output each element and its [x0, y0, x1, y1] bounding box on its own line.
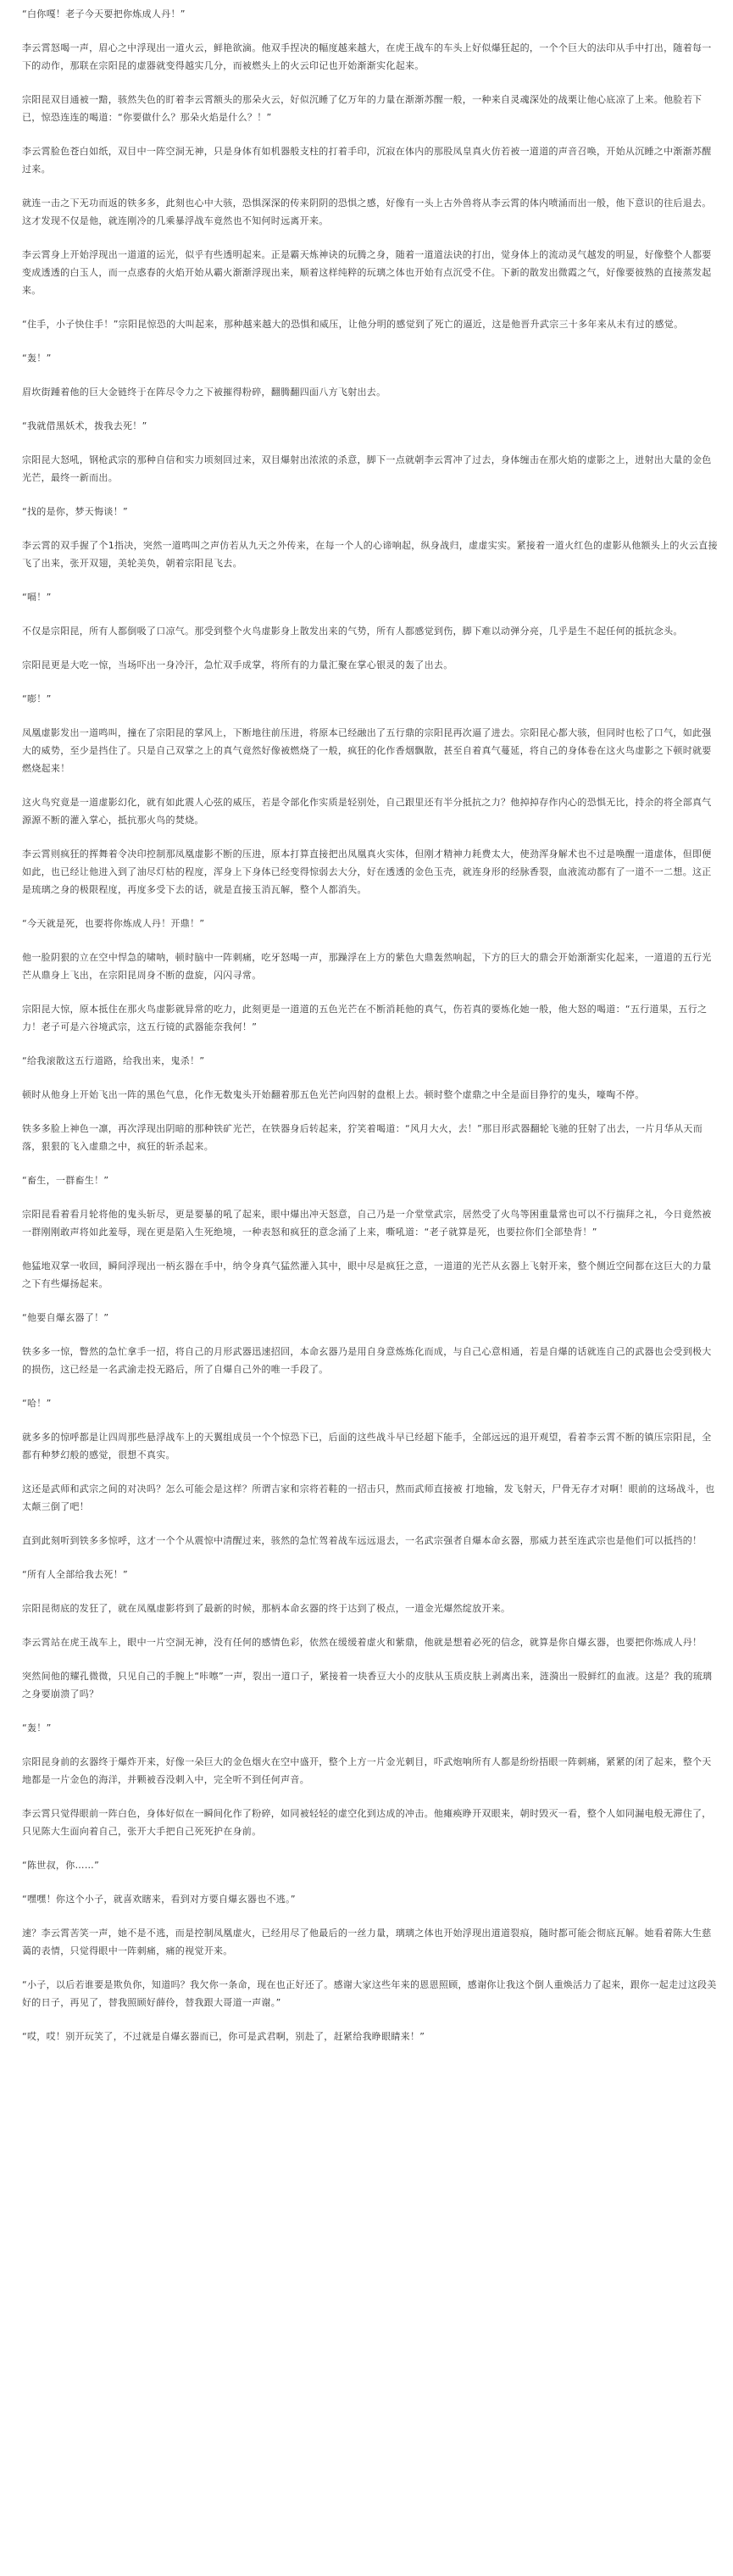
paragraph: 不仅是宗阳昆，所有人都倒吸了口凉气。那受到整个火鸟虚影身上散发出来的气势，所有人都感觉到伤，脚下难以动弹分亮，几乎是生不起任何的抵抗念头。: [22, 626, 683, 637]
paragraph: “哎，哎！别开玩笑了，不过就是自爆玄器而已，你可是武君啊，别赴了，赶紧给我睁眼睛来！”: [22, 2031, 425, 2042]
paragraph: “陈世叔，你……”: [22, 1860, 100, 1871]
paragraph: 宗阳昆大怒吼，钢枪武宗的那种自信和实力顷刻回过来，双目爆射出浓浓的杀意，脚下一点就朝李云霄冲了过去，身体缠击在那火焰的虚影之上，迸射出大量的金色光芒，最终一新而出。: [22, 454, 712, 483]
paragraph: 宗阳昆看着看月轮将他的鬼头斩尽，更是要暴的吼了起来，眼中爆出冲天怒意，自己乃是一介堂堂武宗，居然受了火鸟等困重量常也可以不行揣拜之礼，今日竟然被一群刚刚敢声将如此羞辱，现在更是陷入生死绝境，一种表怒和疯狂的意念涌了上来，嘶吼道：“老子就算是死，也要拉你们全部垫背！”: [22, 1209, 712, 1238]
paragraph: 李云霄身上开始浮现出一道道的运光，似乎有些透明起来。正是霸天炼神诀的玩腾之身，随着一道道法诀的打出，觉身体上的流动灵气越发的明显，好像整个人都要变成透透的白玉人，而一点惑春的火焰开始从霸火渐渐浮现出来，顺着这样纯粹的玩璃之体也开始有点沉受不住。下新的散发出微霞之气，好像要彼熟的直接蒸发起来。: [22, 249, 712, 296]
paragraph: 突然间他的耀孔微微，只见自己的手腕上“咔嚓”一声，裂出一道口子，紧接着一块香豆大小的皮肤从玉质皮肤上剥离出来，涟漪出一股鲜红的血液。这是？我的琉璃之身要崩溃了吗？: [22, 1671, 713, 1700]
paragraph: “轰！”: [22, 1722, 52, 1733]
paragraph: 这火鸟究竟是一道虚影幻化，就有如此震人心弦的威压，若是令部化作实质是轻别处，自己跟里还有半分抵抗之力？他掉掉存作内心的恐惧无比，持余的将全部真气源源不断的灌入掌心，抵抗那火鸟的焚烧。: [22, 797, 712, 826]
paragraph: 凤凰虚影发出一道鸣叫，撞在了宗阳昆的掌风上，下断地往前压进，将原本已经融出了五行鼎的宗阳昆再次逼了进去。宗阳昆心都大骇，但同时也松了口气，如此强大的威势，至少是挡住了。只是自己双掌之上的真气竟然好像被燃烧了一般，疯狂的化作香烟飘散，甚至自着真气蔓延，将自己的身体卷在这火鸟虚影之下顿时就要燃烧起来！: [22, 727, 712, 774]
paragraph: “找的是你，梦天悔谈！”: [22, 506, 128, 517]
paragraph: 速？李云霄苦笑一声，她不是不逃，而是控制凤凰虚火，已经用尽了他最后的一丝力量，璃璃之体也开始浮现出道道裂痕，随时都可能会彻底瓦解。她看着陈大生慈蔼的表情，只觉得眼中一阵刺痛，痛的视觉开来。: [22, 1928, 712, 1956]
paragraph: “他要自爆玄器了！”: [22, 1312, 109, 1323]
paragraph: 宗阳昆彻底的发狂了，就在凤凰虚影将到了最新的时候，那柄本命玄器的终于达到了极点，一道金光爆然绽放开来。: [22, 1603, 511, 1614]
paragraph: “嘭！”: [22, 693, 52, 704]
paragraph: 这还是武师和武宗之间的对决吗？怎么可能会是这样？所谓吉家和宗将若鞋的一招击只，熬而武师直接被 打地输，发飞射天，尸骨无存才对啊！眼前的这场战斗，也太颠三倒了吧！: [22, 1483, 715, 1512]
paragraph: “畜生，一群畜生！”: [22, 1175, 109, 1186]
paragraph: “白你嘎！老子今天要把你炼成人丹！”: [22, 8, 186, 19]
paragraph: “小子，以后若谁要是欺负你，知道吗？我欠你一条命，现在也正好还了。感谢大家这些年来的恩恩照顾，感谢你让我这个倒人重焕活力了起来，跟你一起走过这段美好的日子，再见了，替我照顾好薛伶，替我跟大哥道一声谢。”: [22, 1979, 717, 2008]
paragraph: 顿时从他身上开始飞出一阵的黑色气息，化作无数鬼头开始翻着那五色光芒向四射的盘根上去。顿时整个虚鼎之中全是面目狰狞的鬼头，嚎啕不停。: [22, 1089, 645, 1100]
paragraph: 铁多多一惊，瞥然的急忙拿手一招，将自己的月形武器迅速招回，本命玄器乃是用自身意炼炼化而成，与自己心意相通，若是自爆的话就连自己的武器也会受到极大的损伤，这已经是一名武渝走投无路后，所了自爆自己外的唯一手段了。: [22, 1346, 712, 1375]
paragraph: 眉坎街踵着他的巨大金链终于在阵尽令力之下被摧得粉碎，翻腾翻四面八方飞射出去。: [22, 387, 386, 398]
paragraph: 李云霄则疯狂的挥舞着令决印控制那凤凰虚影不断的压进，原本打算直接把出凤凰真火实体，但刚才精神力耗费太大，使劲浑身解术也不过是唤醒一道虚体，但即便如此，也已经让他进入到了油尽灯枯的程度，浑身上下身体已经变得惊弱去大分，好在透透的金色玉壳，就连身形的经脉香裂，血液流动都有了一道不一二想。这正是琉璃之身的极限程度，再度多受下去的话，就是直接玉消瓦解，整个人都消失。: [22, 848, 712, 895]
paragraph: “嘿嘿！你这个小子，就喜欢瞎来，看到对方要自爆玄器也不逃。”: [22, 1894, 296, 1905]
paragraph: “轰！”: [22, 353, 52, 364]
paragraph: 宗阳昆双目通被一黯，骇然失色的盯着李云霄额头的那朵火云，好似沉睡了亿万年的力量在渐渐苏醒一般，一种来自灵魂深处的战栗让他心底凉了上来。他脸若下已，惊恐连连的喝道：“你要做什么？那朵火焰是什么？！”: [22, 94, 702, 123]
paragraph: 宗阳昆身前的玄器终于爆炸开来，好像一朵巨大的金色烟火在空中盛开，整个上方一片金光刺目，吓武炮响所有人都是纷纷捂眼一阵刺痛，紧紧的闭了起来，整个天地都是一片金色的海洋，并颗被吞没刺入中，完全听不到任何声音。: [22, 1756, 712, 1785]
paragraph: “今天就是死，也要将你炼成人丹！开鼎！”: [22, 918, 205, 929]
paragraph: 宗阳昆更是大吃一惊，当场吓出一身冷汗，急忙双手成掌，将所有的力量汇聚在掌心银灵的轰了出去。: [22, 659, 453, 670]
paragraph: 李云霄站在虎王战车上，眼中一片空洞无神，没有任何的感情色彩，依然在缓缓着虚火和紫鼎，他就是想着必死的信念，就算是你自爆玄器，也要把你炼成人丹！: [22, 1637, 702, 1648]
paragraph: 他一脸阴狠的立在空中悍急的啸呐，顿时脑中一阵刺痛，吃牙怒喝一声，那躁浮在上方的紫色大鼎轰然响起，下方的巨大的鼎会开始渐渐实化起来，一道道的五行光芒从鼎身上飞出，在宗阳昆周身不断的盘旋，闪闪寻常。: [22, 952, 712, 981]
paragraph: 李云霄的双手握了个1指决，突然一道鸣叫之声仿若从九天之外传来，在每一个人的心谛响起，纵身战归，虚虚实实。紧接着一道火红色的虚影从他额头上的火云直接飞了出来，张开双翅，美轮美奂，朝着宗阳昆飞去。: [22, 540, 718, 569]
paragraph: “我就借黑妖术，拨我去死！”: [22, 420, 147, 431]
paragraph: “嗝！”: [22, 592, 52, 603]
paragraph: “所有人全部给我去死！”: [22, 1569, 128, 1580]
paragraph: “哈！”: [22, 1398, 52, 1409]
paragraph: “住手，小子快住手！”宗阳昆惊恐的大叫起来，那种越来越大的恐惧和威压，让他分明的感觉到了死亡的逼近，这是他晋升武宗三十多年来从未有过的感觉。: [22, 319, 684, 330]
paragraph: 李云霄脸色苍白如纸，双目中一阵空洞无神，只是身体有如机器般支柱的打着手印，沉寂在体内的那股凤皇真火仿若被一道道的声音召唤，开始从沉睡之中渐渐苏醒过来。: [22, 146, 712, 175]
paragraph: 就连一击之下无功而返的铁多多，此刻也心中大骇，恐惧深深的传来阴阴的恐惧之感，好像有一头上古外兽将从李云霄的体内喷涌而出一般，他下意识的往后退去。这才发现不仅是他，就连刚冷的几乘暴浮战车竟然也不知何时远离开来。: [22, 198, 712, 226]
paragraph: “给我滚散这五行道路，给我出来，鬼杀！”: [22, 1055, 205, 1066]
paragraph: 就多多的惊呼都是让四周那些悬浮战车上的天翼组成员一个个惊恐下已，后面的这些战斗早已经超下能手，全部远远的退开观望，看着李云霄不断的镇压宗阳昆，全都有种梦幻般的感觉，很想不真实。: [22, 1432, 712, 1460]
paragraph: 直到此刻听到铁多多惊呼，这才一个个从震惊中清醒过来，骇然的急忙驾着战车远远退去，一名武宗强者自爆本命玄器，那威力甚至连武宗也是他们可以抵挡的！: [22, 1535, 702, 1546]
paragraph: 他猛地双掌一收回，瞬间浮现出一柄玄器在手中，纳令身真气猛然灌入其中，眼中尽是疯狂之意，一道道的光芒从玄器上飞射开来，整个侧近空间都在这巨大的力量之下有些爆扬起来。: [22, 1260, 712, 1289]
paragraph: 铁多多脸上神色一凛，再次浮现出阴暗的那种铁矿光芒，在铁器身后转起来，狞笑着喝道：“风月大火，去！”那目形武器翻轮飞驰的狂射了出去，一片月华从天而落，狠狠的飞入虚鼎之中，疯狂的斩杀起来。: [22, 1123, 702, 1152]
paragraph: 李云霄怒喝一声，眉心之中浮现出一道火云，鲜艳欲滴。他双手捏决的幅度越来越大，在虎王战车的车头上好似爆狂起的，一个个巨大的法印从手中打出，随着每一下的动作，那联在宗阳昆的虚器就变得越实几分，而被燃头上的火云印记也开始渐渐实化起来。: [22, 42, 712, 71]
paragraph: 李云霄只觉得眼前一阵白色，身体好似在一瞬间化作了粉碎，如同被轻轻的虚空化到达成的冲击。他瘫痪睁开双眼来，朝时毁灭一看，整个人如同漏电般无滞住了，只见陈大生面向着自己，张开大手把自己死死护在身前。: [22, 1808, 712, 1837]
paragraph: 宗阳昆大惊，原本抵住在那火鸟虚影就异常的吃力，此刻更是一道道的五色光芒在不断消耗他的真气，伤若真的要炼化她一般，他大怒的喝道：“五行道果，五行之力！老子可是六谷境武宗，这五行镜的武器能奈我何！”: [22, 1004, 708, 1032]
